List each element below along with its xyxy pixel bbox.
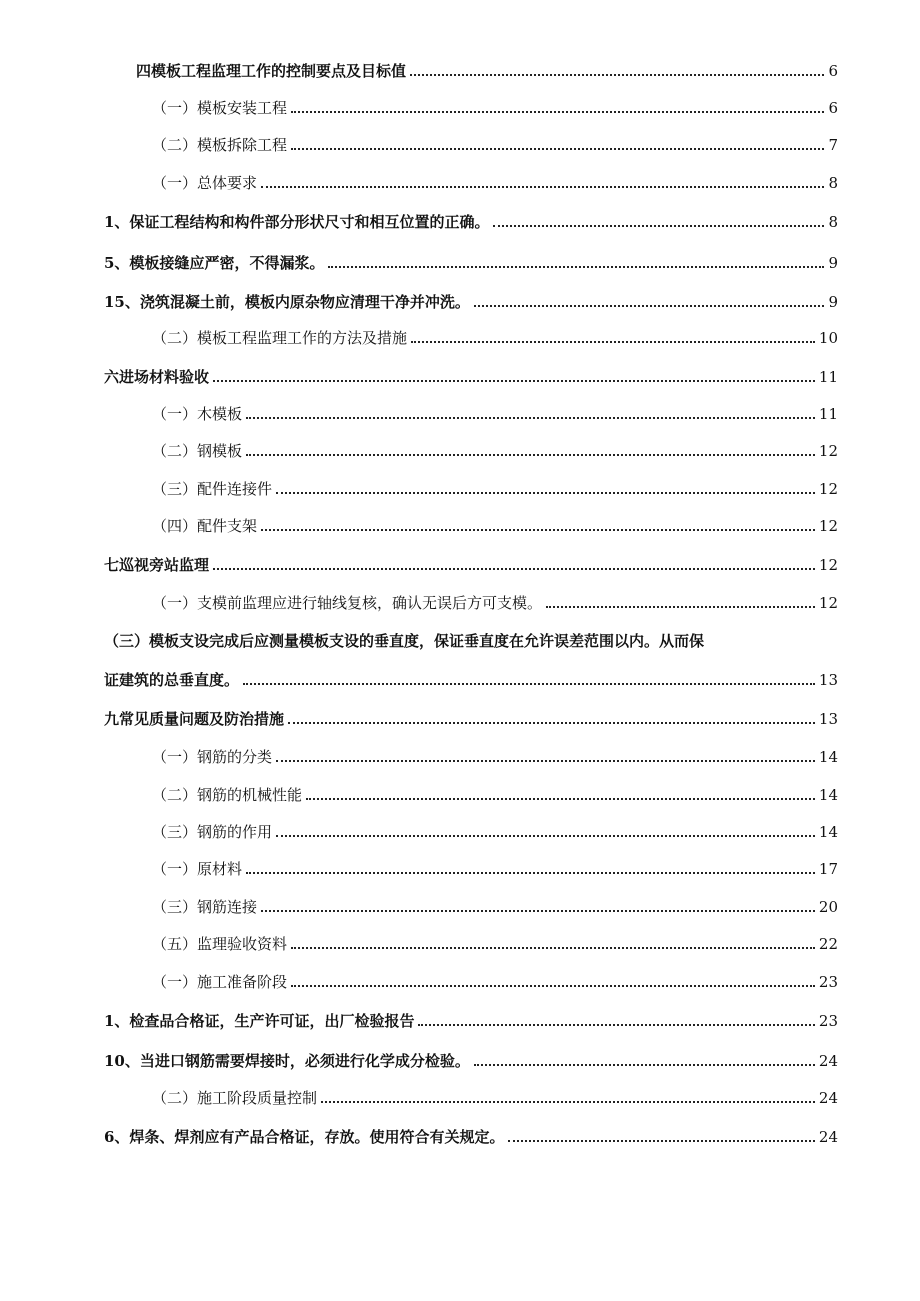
toc-leader-dots [261, 528, 815, 531]
toc-page-number: 23 [818, 1012, 838, 1030]
toc-leader-dots [291, 984, 815, 987]
toc-entry-text: （一）施工准备阶段 [152, 973, 288, 991]
toc-leader-dots [261, 185, 824, 188]
toc-entry-text: 6、焊条、焊剂应有产品合格证，存放。使用符合有关规定。 [104, 1128, 505, 1146]
toc-entry[interactable] [152, 172, 838, 194]
toc-entry[interactable] [152, 592, 838, 614]
toc-entry[interactable] [104, 366, 838, 388]
toc-page-number: 12 [818, 442, 838, 460]
toc-entry[interactable] [136, 60, 838, 82]
toc-page-number: 12 [818, 556, 838, 574]
toc-page-number: 23 [818, 973, 838, 991]
toc-entry[interactable] [104, 554, 838, 576]
toc-entry-text: 1、保证工程结构和构件部分形状尺寸和相互位置的正确。 [104, 213, 490, 231]
toc-leader-dots [291, 946, 815, 949]
toc-page-number: 12 [818, 517, 838, 535]
toc-page-number: 14 [818, 748, 838, 766]
toc-leader-dots [474, 1063, 815, 1066]
toc-leader-dots [418, 1023, 814, 1026]
toc-page-number: 14 [818, 786, 838, 804]
toc-leader-dots [213, 567, 815, 570]
toc-page-number: 14 [818, 823, 838, 841]
toc-leader-dots [411, 340, 815, 343]
toc-entry-text: （三）钢筋的作用 [152, 823, 273, 841]
toc-entry[interactable] [152, 478, 838, 500]
toc-page-number: 24 [818, 1052, 838, 1070]
toc-leader-dots [474, 304, 825, 307]
toc-entry-text: 5、模板接缝应严密，不得漏浆。 [104, 254, 325, 272]
toc-entry-text: 证建筑的总垂直度。 [104, 671, 240, 689]
toc-page-number: 11 [818, 368, 838, 386]
toc-entry-text: （五）监理验收资料 [152, 935, 288, 953]
toc-entry[interactable] [104, 708, 838, 730]
toc-entry[interactable] [152, 134, 838, 156]
toc-leader-dots [276, 834, 815, 837]
toc-leader-dots [546, 605, 815, 608]
toc-page-number: 8 [828, 174, 838, 192]
toc-leader-dots [288, 721, 815, 724]
toc-entry-text: （二）钢筋的机械性能 [152, 786, 303, 804]
toc-leader-dots [243, 682, 815, 685]
toc-page-number: 9 [828, 293, 838, 311]
toc-entry-text: 10、当进口钢筋需要焊接时，必须进行化学成分检验。 [104, 1052, 470, 1070]
toc-page-number: 6 [828, 99, 838, 117]
toc-leader-dots [246, 453, 815, 456]
toc-entry[interactable] [104, 1126, 838, 1148]
toc-entry-text: （三）钢筋连接 [152, 898, 258, 916]
toc-entry-text: （一）钢筋的分类 [152, 748, 273, 766]
toc-entry[interactable] [152, 515, 838, 537]
toc-leader-dots [291, 147, 824, 150]
toc-leader-dots [493, 224, 824, 227]
toc-entry[interactable] [152, 403, 838, 425]
toc-leader-dots [328, 265, 824, 268]
toc-entry[interactable] [152, 1087, 838, 1109]
toc-entry-text: 四模板工程监理工作的控制要点及目标值 [136, 62, 407, 80]
toc-entry[interactable] [152, 440, 838, 462]
toc-leader-dots [508, 1139, 814, 1142]
toc-leader-dots [246, 871, 815, 874]
toc-page-number: 7 [828, 136, 838, 154]
toc-entry-text: 1、检查品合格证，生产许可证，出厂检验报告 [104, 1012, 415, 1030]
toc-entry[interactable] [104, 252, 838, 274]
toc-entry-text: （二）钢模板 [152, 442, 243, 460]
toc-page-number: 8 [828, 213, 838, 231]
toc-page-number: 13 [818, 671, 838, 689]
toc-page-number: 17 [818, 860, 838, 878]
toc-leader-dots [276, 491, 815, 494]
toc-entry[interactable] [152, 821, 838, 843]
toc-entry-text: 七巡视旁站监理 [104, 556, 210, 574]
toc-entry-text: （三）配件连接件 [152, 480, 273, 498]
toc-entry-text: （二）模板拆除工程 [152, 136, 288, 154]
toc-page-number: 12 [818, 594, 838, 612]
toc-entry[interactable] [152, 327, 838, 349]
toc-leader-dots [261, 909, 815, 912]
toc-entry-text: （一）模板安装工程 [152, 99, 288, 117]
toc-page-number: 24 [818, 1089, 838, 1107]
toc-page-number: 20 [818, 898, 838, 916]
toc-page-number: 12 [818, 480, 838, 498]
toc-leader-dots [306, 797, 815, 800]
toc-entry-text: 15、浇筑混凝土前，模板内原杂物应清理干净并冲洗。 [104, 293, 470, 311]
toc-leader-dots [291, 110, 824, 113]
toc-page-number: 9 [828, 254, 838, 272]
toc-entry[interactable] [104, 1050, 838, 1072]
toc-entry-text: （一）支模前监理应进行轴线复核，确认无误后方可支模。 [152, 594, 543, 612]
toc-entry-wrapped-line[interactable]: （三）模板支设完成后应测量模板支设的垂直度，保证垂直度在允许误差范围以内。从而保 [104, 632, 705, 650]
toc-entry[interactable] [152, 746, 838, 768]
toc-entry[interactable] [152, 784, 838, 806]
toc-leader-dots [276, 759, 815, 762]
toc-entry-text: （二）施工阶段质量控制 [152, 1089, 318, 1107]
toc-entry[interactable] [152, 896, 838, 918]
toc-page-number: 11 [818, 405, 838, 423]
toc-entry[interactable] [152, 858, 838, 880]
toc-entry[interactable] [152, 97, 838, 119]
toc-entry-text: （一）总体要求 [152, 174, 258, 192]
toc-leader-dots [410, 73, 824, 76]
toc-leader-dots [246, 416, 815, 419]
toc-page-number: 24 [818, 1128, 838, 1146]
toc-entry[interactable] [152, 971, 838, 993]
toc-entry-text: （一）木模板 [152, 405, 243, 423]
toc-entry[interactable] [104, 211, 838, 233]
toc-page-number: 10 [818, 329, 838, 347]
toc-entry[interactable] [152, 933, 838, 955]
toc-entry-text: 九常见质量问题及防治措施 [104, 710, 285, 728]
toc-entry-text: 六进场材料验收 [104, 368, 210, 386]
toc-entry[interactable] [104, 291, 838, 313]
toc-entry-text: （二）模板工程监理工作的方法及措施 [152, 329, 408, 347]
toc-entry[interactable] [104, 1010, 838, 1032]
toc-entry[interactable] [104, 669, 838, 691]
toc-entry-text: （一）原材料 [152, 860, 243, 878]
toc-leader-dots [321, 1100, 815, 1103]
toc-page-number: 22 [818, 935, 838, 953]
toc-entry-text: （四）配件支架 [152, 517, 258, 535]
toc-page-number: 6 [828, 62, 838, 80]
toc-page-number: 13 [818, 710, 838, 728]
toc-leader-dots [213, 379, 815, 382]
